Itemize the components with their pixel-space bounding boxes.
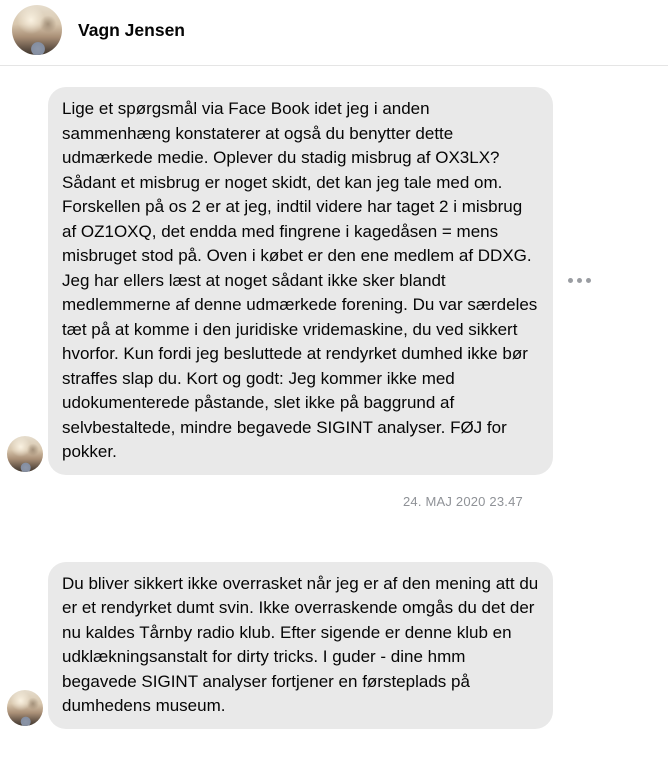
profile-photo-icon [7, 690, 43, 726]
more-options-button[interactable] [566, 274, 593, 287]
message-bubble: Lige et spørgsmål via Face Book idet jeg i anden sammenhæng konstaterer at også du benytter dette udmærkede medie. Oplever du stadig misbrug af OX3LX? Sådant et misbrug er noget skidt, det kan jeg tale med om. Forskellen på os 2 er at jeg, indtil videre har taget 2 i misbrug af OZ1OXQ, det endda med fingrene i kagedåsen = mens misbruget stod på. Oven i købet er den ene medlem af DDXG. Jeg har ellers læst at noget sådant ikke sker blandt medlemmerne af denne udmærkede forening. Du var særdeles tæt på at komme i den juridiske vridemaskine, du ved sikkert hvorfor. Kun fordi jeg besluttede at rendyrket dumhed ikke bør straffes slap du. Kort og godt: Jeg kommer ikke med udokumenterede påstande, slet ikke på baggrund af selvbestaltede, mindre begavede SIGINT analyser. FØJ for pokker. [48, 87, 553, 475]
profile-photo-icon [7, 436, 43, 472]
sender-avatar[interactable] [7, 436, 43, 472]
timestamp: 24. MAJ 2020 23.47 [403, 493, 523, 509]
profile-photo-icon [12, 5, 62, 55]
contact-name[interactable]: Vagn Jensen [78, 20, 185, 40]
message-row [0, 562, 668, 729]
ellipsis-dot-icon [577, 278, 582, 283]
contact-avatar[interactable] [12, 5, 62, 55]
conversation-header [0, 0, 668, 65]
ellipsis-dot-icon [586, 278, 591, 283]
message-list [0, 66, 668, 729]
avatar-gutter [0, 690, 48, 729]
message-row [0, 87, 668, 475]
sender-avatar[interactable] [7, 690, 43, 726]
ellipsis-dot-icon [568, 278, 573, 283]
avatar-gutter [0, 436, 48, 475]
message-bubble: Du bliver sikkert ikke overrasket når jeg er af den mening att du er et rendyrket dumt svin. Ikke overraskende omgås du det der nu kaldes Tårnby radio klub. Efter sigende er denne klub en udklækningsanstalt for dirty tricks. I guder - dine hmm begavede SIGINT analyser fortjener en førsteplads på dumhedens museum. [48, 562, 553, 729]
